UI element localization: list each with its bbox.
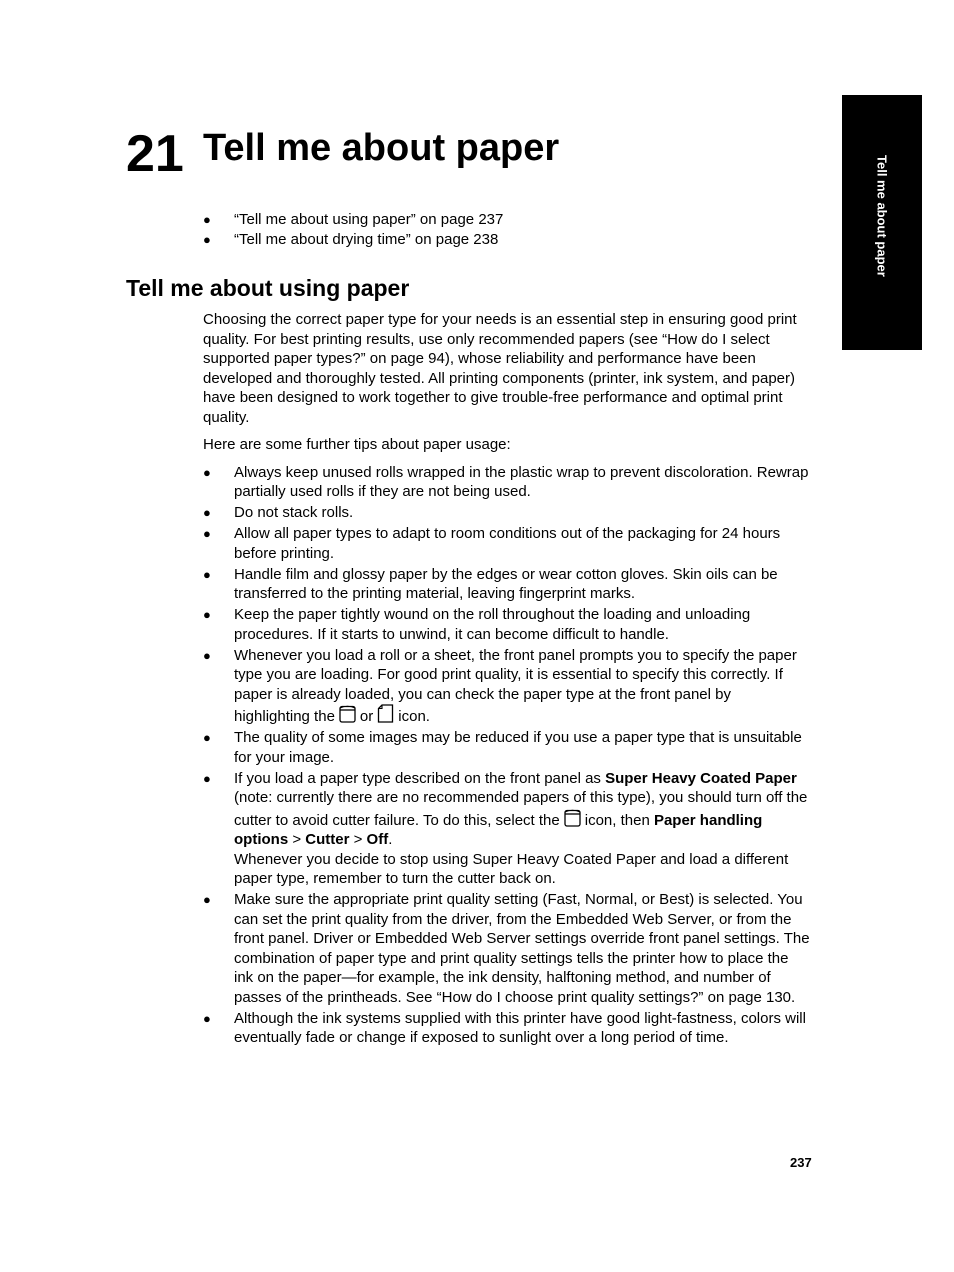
- tip-text: Make sure the appropriate print quality setting (Fast, Normal, or Best) is selected. You can set the print quality from the driver, from the Embedded Web Server, or from the front panel. Driver or Embedded Web Server settings override front panel settings. The combination of paper type and print quality settings tells the printer how to place the ink on the paper—for example, the ink density, halftoning method, and number of passes of the printheads. See “How do I choose print quality settings?” on page 130.: [234, 891, 810, 1006]
- menu-separator: >: [353, 831, 363, 848]
- tip-text: icon, then: [584, 811, 650, 829]
- or-text: or: [359, 708, 374, 725]
- sheet-paper-icon: [377, 704, 394, 723]
- list-item: [203, 565, 811, 604]
- bullet: ●: [203, 505, 211, 520]
- tip-text: icon.: [398, 708, 430, 725]
- list-item: [203, 463, 811, 502]
- bullet: ●: [203, 526, 211, 541]
- list-item: [203, 769, 811, 889]
- tip-note: Whenever you decide to stop using Super Heavy Coated Paper and load a different paper type, remember to turn the cutter back on.: [234, 850, 789, 887]
- chapter-toc: [203, 210, 803, 249]
- tip-text: Allow all paper types to adapt to room conditions out of the packaging for 24 hours before printing.: [234, 525, 781, 562]
- tip-text: Always keep unused rolls wrapped in the plastic wrap to prevent discoloration. Rewrap partially used rolls if they are not being used.: [234, 463, 809, 500]
- tip-text: Whenever you load a roll or a sheet, the front panel prompts you to specify the paper type you are loading. For good print quality, it is essential to specify this correctly. If paper is already loaded, you can check the paper type at the front panel by highlighting the: [234, 646, 797, 725]
- bullet: ●: [203, 212, 211, 227]
- section-body: [203, 310, 811, 1049]
- menu-option: Paper handling options: [234, 811, 763, 848]
- tip-text: Although the ink systems supplied with this printer have good light-fastness, colors will eventually fade or change if exposed to sunlight over a long period of time.: [234, 1009, 806, 1046]
- bullet: ●: [203, 231, 211, 247]
- bullet: ●: [203, 647, 211, 663]
- chapter-number: 21: [126, 125, 184, 183]
- tip-text: Do not stack rolls.: [234, 504, 354, 521]
- tip-text: If you load a paper type described on the front panel as: [234, 769, 601, 787]
- list-item: [203, 605, 811, 644]
- menu-option: Cutter: [305, 831, 350, 848]
- chapter-side-tab: [842, 95, 922, 350]
- roll-paper-icon: [339, 704, 356, 723]
- menu-separator: >: [292, 831, 302, 848]
- list-item: [203, 728, 811, 767]
- bullet: ●: [203, 1010, 211, 1026]
- section-title: Tell me about using paper: [126, 275, 410, 301]
- bullet: ●: [203, 892, 211, 907]
- menu-option: Off: [366, 831, 389, 848]
- list-item: [203, 1009, 811, 1048]
- toc-link[interactable]: “Tell me about drying time” on page 238: [234, 230, 499, 248]
- tip-text: Handle film and glossy paper by the edges or wear cotton gloves. Skin oils can be transferred to the printing material, leaving fingerprint marks.: [234, 565, 778, 602]
- chapter-title: Tell me about paper: [203, 127, 560, 169]
- list-item: [203, 646, 811, 727]
- list-item: [203, 524, 811, 563]
- tips-list: [203, 463, 811, 1048]
- intro-paragraph: Choosing the correct paper type for your needs is an essential step in ensuring good print quality. For best printing results, use only recommended papers (see “How do I select supported paper types?” on page 94), whose reliability and performance have been developed and thoroughly tested. All printing components (printer, ink system, and paper) have been designed to work together to give trouble-free performance and optimal print quality.: [203, 311, 797, 426]
- page-number: 237: [790, 1155, 812, 1170]
- bullet: ●: [203, 607, 211, 622]
- toc-link[interactable]: “Tell me about using paper” on page 237: [234, 211, 504, 228]
- bullet: ●: [203, 566, 211, 582]
- tips-lead: Here are some further tips about paper usage:: [203, 436, 511, 453]
- roll-paper-icon: [564, 808, 581, 827]
- bullet: ●: [203, 464, 211, 480]
- toc-item[interactable]: [203, 230, 803, 250]
- tip-text: (note: currently there are no recommended papers of this type), you should turn off the cutter to avoid cutter failure. To do this, select the: [234, 789, 808, 829]
- paper-type-name: Super Heavy Coated Paper: [605, 769, 797, 787]
- bullet: ●: [203, 730, 211, 745]
- toc-item[interactable]: [203, 210, 803, 230]
- bullet: ●: [203, 770, 211, 786]
- list-item: [203, 890, 811, 1007]
- side-tab-label: Tell me about paper: [874, 155, 890, 277]
- list-item: [203, 503, 811, 523]
- tip-text: .: [388, 831, 393, 848]
- tip-text: Keep the paper tightly wound on the roll throughout the loading and unloading procedures. If it starts to unwind, it can become difficult to handle.: [234, 606, 751, 643]
- tip-text: The quality of some images may be reduced if you use a paper type that is unsuitable for your image.: [234, 729, 802, 766]
